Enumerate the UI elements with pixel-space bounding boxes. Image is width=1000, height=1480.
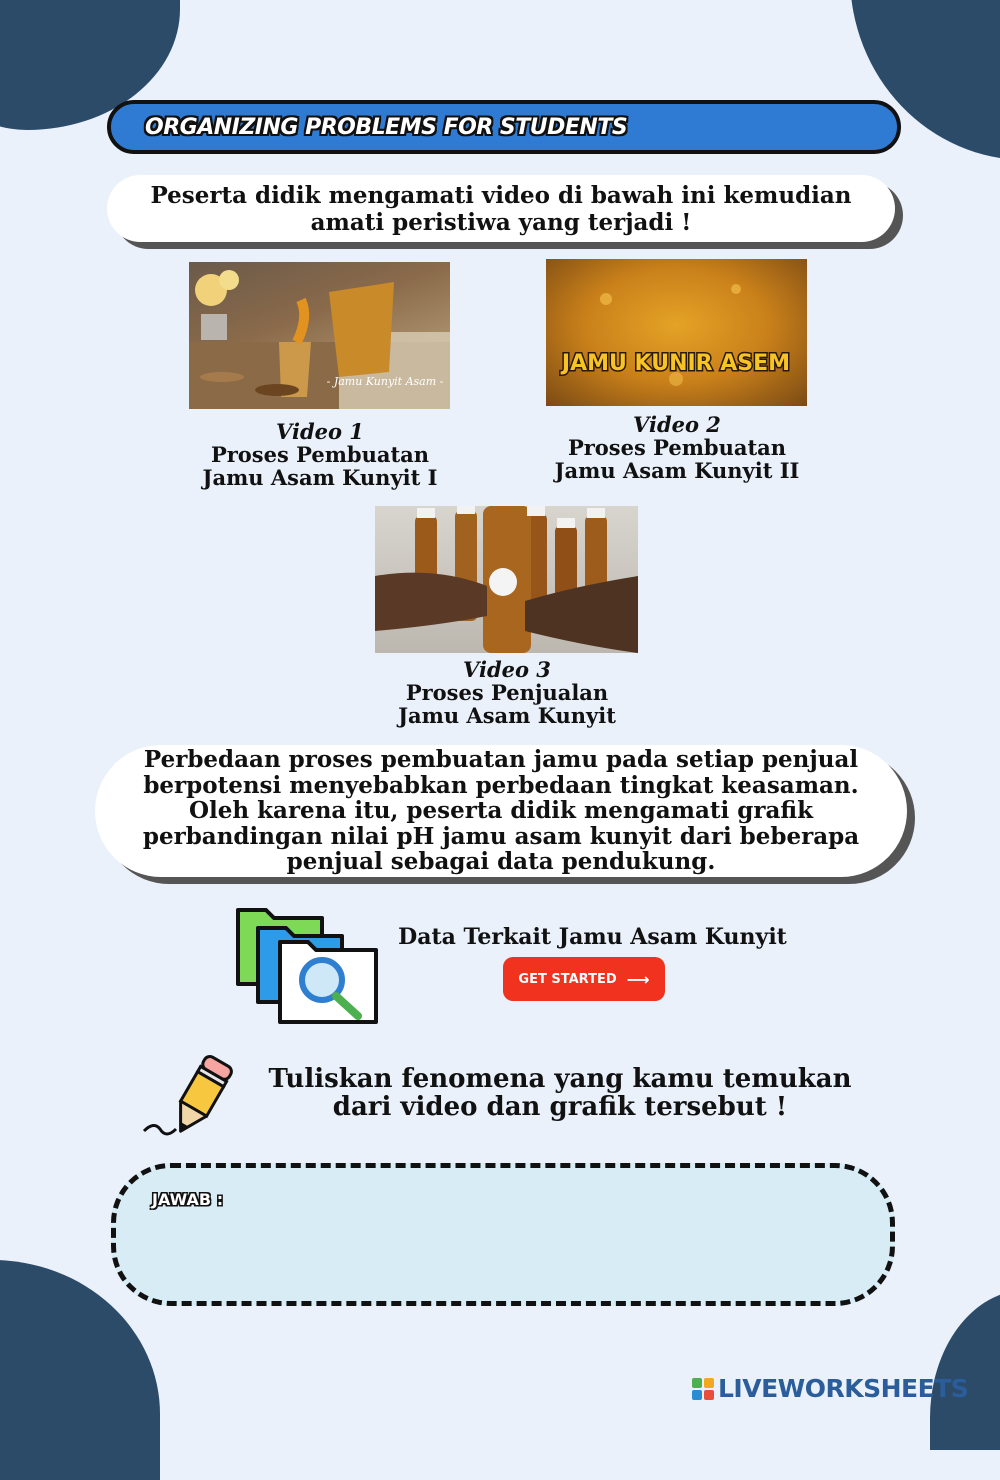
arrow-right-icon: ⟶ (626, 969, 650, 989)
liveworksheets-logo (692, 1374, 968, 1403)
get-started-label: GET STARTED (518, 971, 617, 987)
instruction-text-1: Peserta didik mengamati video di bawah ini kemudian amati peristiwa yang terjadi ! (150, 181, 852, 236)
video-2-label: Video 2 (633, 412, 721, 437)
instruction-text-2: Perbedaan proses pembuatan jamu pada setiap penjual berpotensi menyebabkan perbedaan tingkat keasaman. Oleh karena itu, peserta didik mengamati grafik perbandingan nilai pH jamu asam kunyit dari beberapa penjual sebagai data pendukung. (142, 746, 860, 876)
liveworksheets-logo-icon (692, 1378, 714, 1400)
instruction-box-1 (107, 175, 895, 242)
video-2-thumb-caption: JAMU KUNIR ASEM (561, 351, 791, 376)
pencil-icon (138, 1055, 238, 1140)
video-2-title-line1: Proses Pembuatan (567, 435, 787, 460)
page-title: ORGANIZING PROBLEMS FOR STUDENTS (145, 114, 628, 140)
video-1-image (189, 262, 450, 409)
answer-textbox[interactable] (111, 1163, 895, 1306)
video-1-title-line2: Jamu Asam Kunyit I (202, 465, 438, 490)
video-1-thumbnail[interactable] (189, 262, 450, 409)
data-section-title: Data Terkait Jamu Asam Kunyit (398, 924, 787, 950)
video-1-thumb-caption: - Jamu Kunyit Asam - (326, 375, 444, 388)
video-3-thumbnail[interactable] (375, 506, 638, 653)
video-3-label: Video 3 (463, 657, 551, 682)
video-1-title-line1: Proses Pembuatan (210, 442, 430, 467)
video-1-caption (170, 420, 470, 489)
folder-search-icon (230, 900, 382, 1028)
answer-label: JAWAB : (152, 1190, 224, 1209)
liveworksheets-logo-text: LIVEWORKSHEETS (718, 1374, 969, 1403)
corner-blob-bottom-right (930, 1290, 1000, 1450)
video-1-label: Video 1 (276, 419, 364, 444)
header-banner (107, 100, 901, 154)
video-2-caption (527, 413, 827, 482)
video-3-caption (357, 658, 657, 727)
video-2-title-line2: Jamu Asam Kunyit II (554, 458, 800, 483)
video-3-image (375, 506, 638, 653)
instruction-box-2 (95, 745, 907, 877)
video-2-image (546, 259, 807, 406)
video-3-title-line1: Proses Penjualan (405, 680, 609, 705)
get-started-button[interactable] (503, 957, 665, 1001)
video-3-title-line2: Jamu Asam Kunyit (398, 703, 616, 728)
video-2-thumbnail[interactable] (546, 259, 807, 406)
task-instruction: Tuliskan fenomena yang kamu temukan dari video dan grafik tersebut ! (268, 1064, 852, 1122)
